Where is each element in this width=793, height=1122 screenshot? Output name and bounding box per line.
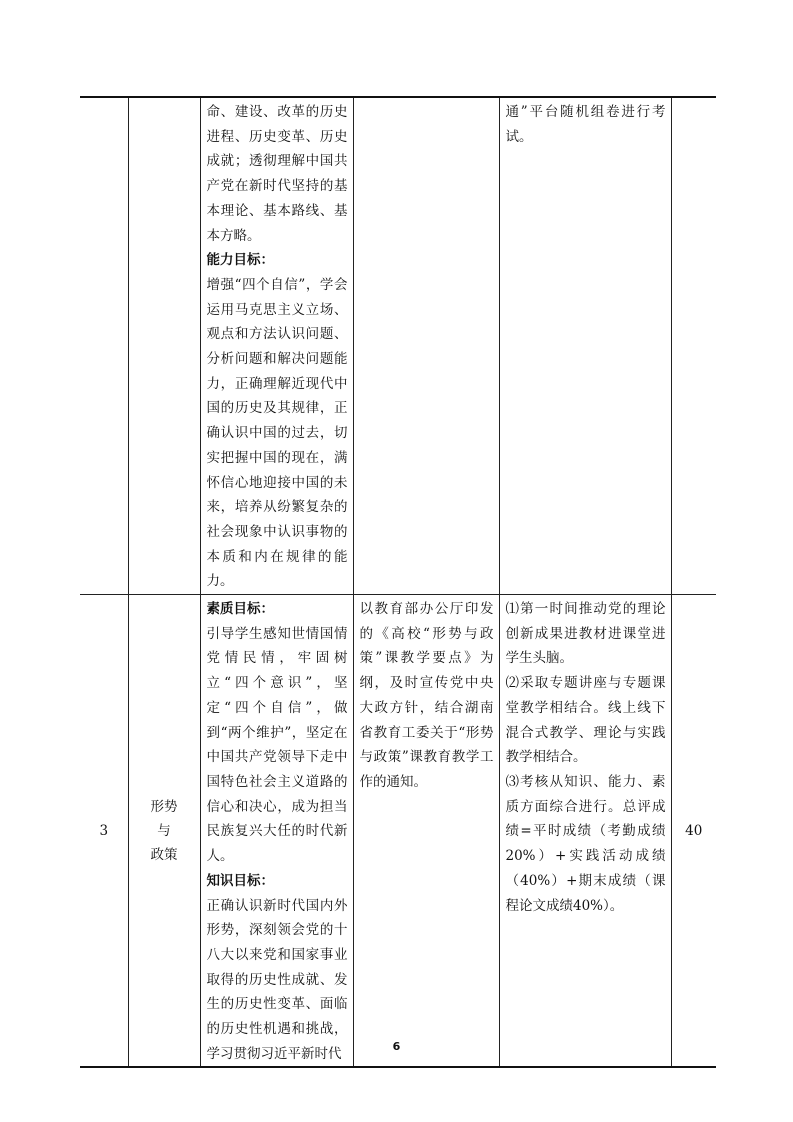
row1-hours-cell xyxy=(671,97,716,595)
objective-text: 命、建设、改革的历史进程、历史变革、历史成就；透彻理解中国共产党在新时代坚持的基本理论、基本路线、基本方略。 xyxy=(206,104,348,244)
course-basis: 以教育部办公厅印发的《高校“形势与政策”课教学要点》为纲，及时宣传党中央大政方针，结合湖南省教育工委关于“形势与政策”课教育教学工作的通知。 xyxy=(353,595,499,1068)
row1-number-cell xyxy=(80,97,128,595)
method-item: ⑴第一时间推动党的理论创新成果进教材进课堂进学生头脑。 xyxy=(505,601,666,667)
page-number: 6 xyxy=(392,1040,401,1053)
row1-objectives-cell xyxy=(200,97,353,595)
row1-name-cell xyxy=(128,97,200,595)
course-objectives xyxy=(200,595,353,1068)
table-row-course-3 xyxy=(80,595,716,1068)
course-number: 3 xyxy=(80,595,128,1068)
objective-text: 增强“四个自信”，学会运用马克思主义立场、观点和方法认识问题、分析问题和解决问题能力，正确理解近现代中国的历史及其规律，正确认识中国的过去，切实把握中国的现在，满怀信心地迎接中国的未来，培养从纷繁复杂的社会现象中认识事物的本质和内在规律的能力。 xyxy=(206,276,348,590)
curriculum-table xyxy=(80,96,716,1068)
row1-methods-cell xyxy=(499,97,671,595)
objective-heading: 能力目标： xyxy=(206,252,274,269)
objective-text: 引导学生感知世情国情党情民情，牢固树立“四个意识”，坚定“四个自信”，做到“两个维护”，坚定在中国共产党领导下走中国特色社会主义道路的信心和决心，成为担当民族复兴大任的时代新人。 xyxy=(206,625,348,865)
row1-basis-cell xyxy=(353,97,499,595)
objective-text: 正确认识新时代国内外形势，深刻领会党的十八大以来党和国家事业取得的历史性成就、发生的历史性变革、面临的历史性机遇和挑战，学习贯彻习近平新时代 xyxy=(206,897,348,1062)
method-item: 通”平台随机组卷进行考试。 xyxy=(505,104,666,145)
course-methods xyxy=(499,595,671,1068)
objective-heading: 素质目标： xyxy=(206,601,274,618)
course-hours: 40 xyxy=(671,595,716,1068)
method-item: ⑵采取专题讲座与专题课堂教学相结合。线上线下混合式教学、理论与实践教学相结合。 xyxy=(505,675,666,766)
course-name: 形势 与 政策 xyxy=(128,595,200,1068)
method-item: ⑶考核从知识、能力、素质方面综合进行。总评成绩=平时成绩（考勤成绩20%）+实践活动成绩（40%）+期末成绩（课程论文成绩40%）。 xyxy=(505,773,666,914)
table-row-continued xyxy=(80,97,716,595)
objective-heading: 知识目标： xyxy=(206,872,274,889)
